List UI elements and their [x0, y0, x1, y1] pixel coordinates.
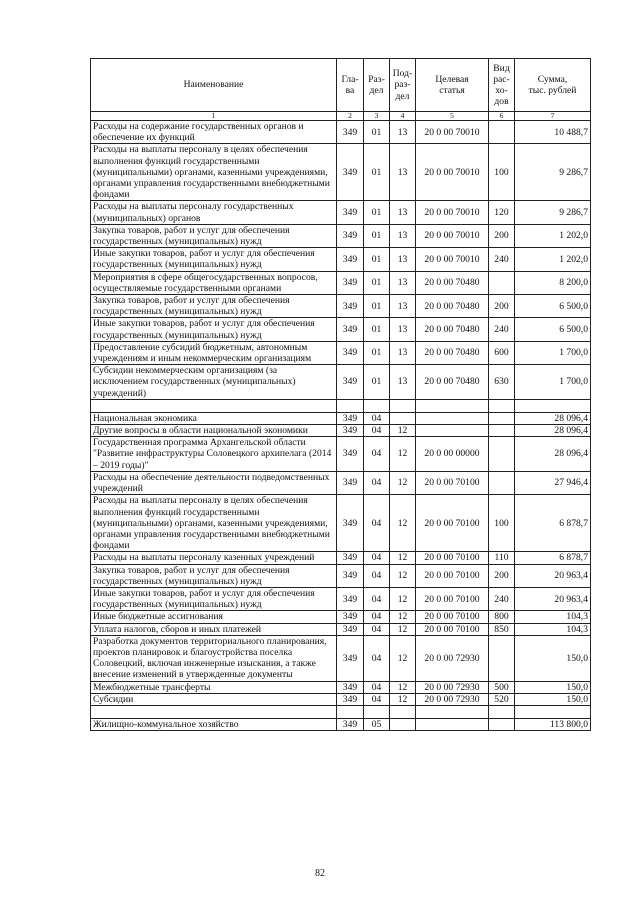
row-vid: 200 — [489, 224, 515, 247]
table-row — [91, 587, 591, 610]
row-summa: 113 800,0 — [515, 718, 591, 730]
row-name: Закупка товаров, работ и услуг для обеспечения государственных (муниципальных) нужд — [91, 224, 337, 247]
table-row — [91, 425, 591, 437]
row-razdel: 01 — [364, 341, 390, 364]
table-row — [91, 271, 591, 294]
row-podrazdel: 12 — [390, 635, 416, 681]
row-razdel: 01 — [364, 144, 390, 201]
blank-cell — [364, 399, 390, 412]
row-statya: 20 0 00 70010 — [416, 144, 489, 201]
row-summa: 27 946,4 — [515, 471, 591, 494]
row-statya: 20 0 00 00000 — [416, 437, 489, 472]
row-glava: 349 — [337, 587, 364, 610]
row-razdel: 01 — [364, 365, 390, 400]
header-name: Наименование — [91, 59, 337, 112]
blank-cell — [364, 705, 390, 718]
row-razdel: 04 — [364, 471, 390, 494]
header-glava: Гла- ва — [337, 59, 364, 112]
row-vid: 800 — [489, 611, 515, 623]
row-name: Расходы на содержание государственных органов и обеспечение их функций — [91, 121, 337, 144]
table-row — [91, 318, 591, 341]
row-podrazdel: 13 — [390, 295, 416, 318]
row-statya: 20 0 00 70480 — [416, 318, 489, 341]
row-razdel: 01 — [364, 295, 390, 318]
row-vid — [489, 412, 515, 424]
row-podrazdel: 12 — [390, 681, 416, 693]
row-statya: 20 0 00 72930 — [416, 635, 489, 681]
row-vid: 600 — [489, 341, 515, 364]
row-glava: 349 — [337, 681, 364, 693]
row-podrazdel: 12 — [390, 495, 416, 552]
row-name: Иные бюджетные ассигнования — [91, 611, 337, 623]
row-podrazdel: 13 — [390, 248, 416, 271]
row-glava: 349 — [337, 341, 364, 364]
row-glava: 349 — [337, 623, 364, 635]
row-statya: 20 0 00 70100 — [416, 471, 489, 494]
blank-cell — [416, 705, 489, 718]
row-statya: 20 0 00 70100 — [416, 495, 489, 552]
blank-cell — [489, 399, 515, 412]
header-podrazdel: Под- раз- дел — [390, 59, 416, 112]
row-glava: 349 — [337, 201, 364, 224]
row-podrazdel: 13 — [390, 271, 416, 294]
row-glava: 349 — [337, 365, 364, 400]
header-row — [91, 59, 591, 112]
row-summa: 1 700,0 — [515, 341, 591, 364]
column-number: 3 — [364, 112, 390, 121]
row-podrazdel: 12 — [390, 587, 416, 610]
row-summa: 28 096,4 — [515, 437, 591, 472]
header-vid: Вид рас- хо- дов — [489, 59, 515, 112]
row-name: Расходы на выплаты персоналу казенных учреждений — [91, 552, 337, 564]
row-statya: 20 0 00 70480 — [416, 365, 489, 400]
blank-cell — [515, 705, 591, 718]
row-glava: 349 — [337, 318, 364, 341]
row-statya: 20 0 00 70010 — [416, 248, 489, 271]
table-body — [91, 121, 591, 731]
header-razdel: Раз- дел — [364, 59, 390, 112]
row-name: Иные закупки товаров, работ и услуг для обеспечения государственных (муниципальных) нужд — [91, 587, 337, 610]
row-statya — [416, 412, 489, 424]
table-row — [91, 248, 591, 271]
row-name: Закупка товаров, работ и услуг для обеспечения государственных (муниципальных) нужд — [91, 295, 337, 318]
table-row — [91, 471, 591, 494]
row-podrazdel: 13 — [390, 224, 416, 247]
column-number: 6 — [489, 112, 515, 121]
row-podrazdel: 12 — [390, 623, 416, 635]
row-name: Разработка документов территориального планирования, проектов планировок и благоустройства поселка Соловецкий, включая инженерные изыскания, а также внесение изменений в утвержденные документы — [91, 635, 337, 681]
row-razdel: 01 — [364, 201, 390, 224]
row-vid — [489, 718, 515, 730]
page-number: 82 — [315, 868, 325, 879]
row-name: Расходы на выплаты персоналу в целях обеспечения выполнения функций государственными (муниципальными) органами, казенными учреждениями, органами управления государственными внебюджетными фондами — [91, 495, 337, 552]
row-vid — [489, 635, 515, 681]
table-row — [91, 611, 591, 623]
row-summa: 1 700,0 — [515, 365, 591, 400]
row-podrazdel: 13 — [390, 365, 416, 400]
budget-table-sheet — [90, 58, 590, 731]
row-razdel: 04 — [364, 611, 390, 623]
row-name: Субсидии некоммерческим организациям (за исключением государственных (муниципальных) учреждений) — [91, 365, 337, 400]
row-statya: 20 0 00 70010 — [416, 201, 489, 224]
row-name: Жилищно-коммунальное хозяйство — [91, 718, 337, 730]
row-razdel: 01 — [364, 271, 390, 294]
row-name: Межбюджетные трансферты — [91, 681, 337, 693]
row-summa: 20 963,4 — [515, 587, 591, 610]
row-razdel: 04 — [364, 425, 390, 437]
table-row — [91, 121, 591, 144]
row-name: Другие вопросы в области национальной экономики — [91, 425, 337, 437]
row-statya: 20 0 00 70480 — [416, 271, 489, 294]
column-number: 5 — [416, 112, 489, 121]
row-summa: 28 096,4 — [515, 412, 591, 424]
row-glava: 349 — [337, 224, 364, 247]
row-razdel: 01 — [364, 224, 390, 247]
row-name: Расходы на выплаты персоналу в целях обеспечения выполнения функций государственными (муниципальными) органами, казенными учреждениями, органами управления государственными внебюджетными фондами — [91, 144, 337, 201]
row-razdel: 05 — [364, 718, 390, 730]
table-row — [91, 437, 591, 472]
budget-table — [90, 58, 591, 731]
table-row — [91, 201, 591, 224]
table-row — [91, 412, 591, 424]
row-name: Предоставление субсидий бюджетным, автономным учреждениям и иным некоммерческим организациям — [91, 341, 337, 364]
row-podrazdel: 12 — [390, 611, 416, 623]
row-name: Субсидии — [91, 693, 337, 705]
row-razdel: 04 — [364, 495, 390, 552]
blank-cell — [416, 399, 489, 412]
row-name: Расходы на обеспечение деятельности подведомственных учреждений — [91, 471, 337, 494]
row-podrazdel: 13 — [390, 341, 416, 364]
row-vid: 120 — [489, 201, 515, 224]
row-vid: 240 — [489, 248, 515, 271]
row-vid — [489, 471, 515, 494]
row-statya — [416, 718, 489, 730]
row-summa: 150,0 — [515, 681, 591, 693]
row-vid: 200 — [489, 295, 515, 318]
row-podrazdel: 12 — [390, 552, 416, 564]
row-glava: 349 — [337, 718, 364, 730]
row-name: Уплата налогов, сборов и иных платежей — [91, 623, 337, 635]
table-row — [91, 341, 591, 364]
row-name: Мероприятия в сфере общегосударственных вопросов, осуществляемые государственными органами — [91, 271, 337, 294]
row-razdel: 04 — [364, 623, 390, 635]
row-podrazdel: 12 — [390, 425, 416, 437]
column-number: 4 — [390, 112, 416, 121]
column-number: 2 — [337, 112, 364, 121]
row-glava: 349 — [337, 144, 364, 201]
row-summa: 1 202,0 — [515, 248, 591, 271]
row-podrazdel: 13 — [390, 318, 416, 341]
blank-cell — [337, 705, 364, 718]
row-podrazdel: 13 — [390, 121, 416, 144]
row-vid: 100 — [489, 495, 515, 552]
row-statya: 20 0 00 70480 — [416, 341, 489, 364]
row-summa: 104,3 — [515, 623, 591, 635]
table-row — [91, 718, 591, 730]
row-razdel: 04 — [364, 587, 390, 610]
row-razdel: 04 — [364, 635, 390, 681]
row-glava: 349 — [337, 552, 364, 564]
blank-cell — [91, 705, 337, 718]
table-row — [91, 365, 591, 400]
table-row — [91, 552, 591, 564]
row-glava: 349 — [337, 495, 364, 552]
row-razdel: 04 — [364, 412, 390, 424]
table-row — [91, 295, 591, 318]
row-glava: 349 — [337, 271, 364, 294]
row-summa: 150,0 — [515, 693, 591, 705]
row-statya: 20 0 00 70010 — [416, 224, 489, 247]
row-summa: 104,3 — [515, 611, 591, 623]
row-razdel: 01 — [364, 248, 390, 271]
row-podrazdel — [390, 412, 416, 424]
row-glava: 349 — [337, 248, 364, 271]
table-row — [91, 224, 591, 247]
row-vid: 850 — [489, 623, 515, 635]
row-statya: 20 0 00 70100 — [416, 623, 489, 635]
row-podrazdel: 13 — [390, 201, 416, 224]
row-summa: 20 963,4 — [515, 564, 591, 587]
table-row — [91, 564, 591, 587]
row-vid — [489, 271, 515, 294]
row-name: Иные закупки товаров, работ и услуг для обеспечения государственных (муниципальных) нужд — [91, 248, 337, 271]
row-podrazdel: 12 — [390, 471, 416, 494]
table-row — [91, 623, 591, 635]
row-glava: 349 — [337, 295, 364, 318]
table-row — [91, 495, 591, 552]
column-number: 7 — [515, 112, 591, 121]
row-summa: 10 488,7 — [515, 121, 591, 144]
row-razdel: 01 — [364, 121, 390, 144]
row-statya: 20 0 00 70100 — [416, 552, 489, 564]
row-razdel: 04 — [364, 552, 390, 564]
row-podrazdel: 12 — [390, 693, 416, 705]
row-glava: 349 — [337, 471, 364, 494]
row-statya: 20 0 00 70100 — [416, 564, 489, 587]
row-statya: 20 0 00 70010 — [416, 121, 489, 144]
row-summa: 150,0 — [515, 635, 591, 681]
row-vid — [489, 425, 515, 437]
table-row — [91, 144, 591, 201]
row-vid: 110 — [489, 552, 515, 564]
row-statya — [416, 425, 489, 437]
row-vid: 520 — [489, 693, 515, 705]
row-summa: 9 286,7 — [515, 201, 591, 224]
row-glava: 349 — [337, 437, 364, 472]
row-razdel: 04 — [364, 693, 390, 705]
row-summa: 6 500,0 — [515, 295, 591, 318]
row-vid: 200 — [489, 564, 515, 587]
row-vid: 240 — [489, 587, 515, 610]
column-number-row — [91, 112, 591, 121]
header-summa: Сумма, тыс. рублей — [515, 59, 591, 112]
blank-cell — [337, 399, 364, 412]
row-name: Расходы на выплаты персоналу государственных (муниципальных) органов — [91, 201, 337, 224]
blank-cell — [390, 705, 416, 718]
blank-cell — [390, 399, 416, 412]
row-glava: 349 — [337, 564, 364, 587]
row-razdel: 04 — [364, 564, 390, 587]
row-podrazdel — [390, 718, 416, 730]
row-vid: 240 — [489, 318, 515, 341]
row-statya: 20 0 00 72930 — [416, 681, 489, 693]
row-statya: 20 0 00 70100 — [416, 587, 489, 610]
row-summa: 6 500,0 — [515, 318, 591, 341]
row-name: Закупка товаров, работ и услуг для обеспечения государственных (муниципальных) нужд — [91, 564, 337, 587]
table-row — [91, 681, 591, 693]
blank-cell — [489, 705, 515, 718]
row-statya: 20 0 00 70480 — [416, 295, 489, 318]
row-glava: 349 — [337, 693, 364, 705]
row-podrazdel: 12 — [390, 437, 416, 472]
row-vid — [489, 437, 515, 472]
row-summa: 1 202,0 — [515, 224, 591, 247]
header-statya: Целевая статья — [416, 59, 489, 112]
row-vid — [489, 121, 515, 144]
row-vid: 100 — [489, 144, 515, 201]
row-podrazdel: 13 — [390, 144, 416, 201]
row-vid: 630 — [489, 365, 515, 400]
column-number: 1 — [91, 112, 337, 121]
blank-row — [91, 399, 591, 412]
row-statya: 20 0 00 72930 — [416, 693, 489, 705]
row-glava: 349 — [337, 611, 364, 623]
row-statya: 20 0 00 70100 — [416, 611, 489, 623]
row-razdel: 04 — [364, 437, 390, 472]
row-glava: 349 — [337, 412, 364, 424]
row-vid: 500 — [489, 681, 515, 693]
row-summa: 6 878,7 — [515, 495, 591, 552]
row-summa: 6 878,7 — [515, 552, 591, 564]
blank-cell — [91, 399, 337, 412]
row-summa: 28 096,4 — [515, 425, 591, 437]
table-row — [91, 635, 591, 681]
table-row — [91, 693, 591, 705]
row-summa: 8 200,0 — [515, 271, 591, 294]
row-glava: 349 — [337, 121, 364, 144]
row-glava: 349 — [337, 635, 364, 681]
blank-row — [91, 705, 591, 718]
blank-cell — [515, 399, 591, 412]
row-razdel: 01 — [364, 318, 390, 341]
row-razdel: 04 — [364, 681, 390, 693]
row-glava: 349 — [337, 425, 364, 437]
row-name: Государственная программа Архангельской области "Развитие инфраструктуры Соловецкого архипелага (2014 – 2019 годы)" — [91, 437, 337, 472]
row-summa: 9 286,7 — [515, 144, 591, 201]
row-podrazdel: 12 — [390, 564, 416, 587]
row-name: Иные закупки товаров, работ и услуг для обеспечения государственных (муниципальных) нужд — [91, 318, 337, 341]
row-name: Национальная экономика — [91, 412, 337, 424]
